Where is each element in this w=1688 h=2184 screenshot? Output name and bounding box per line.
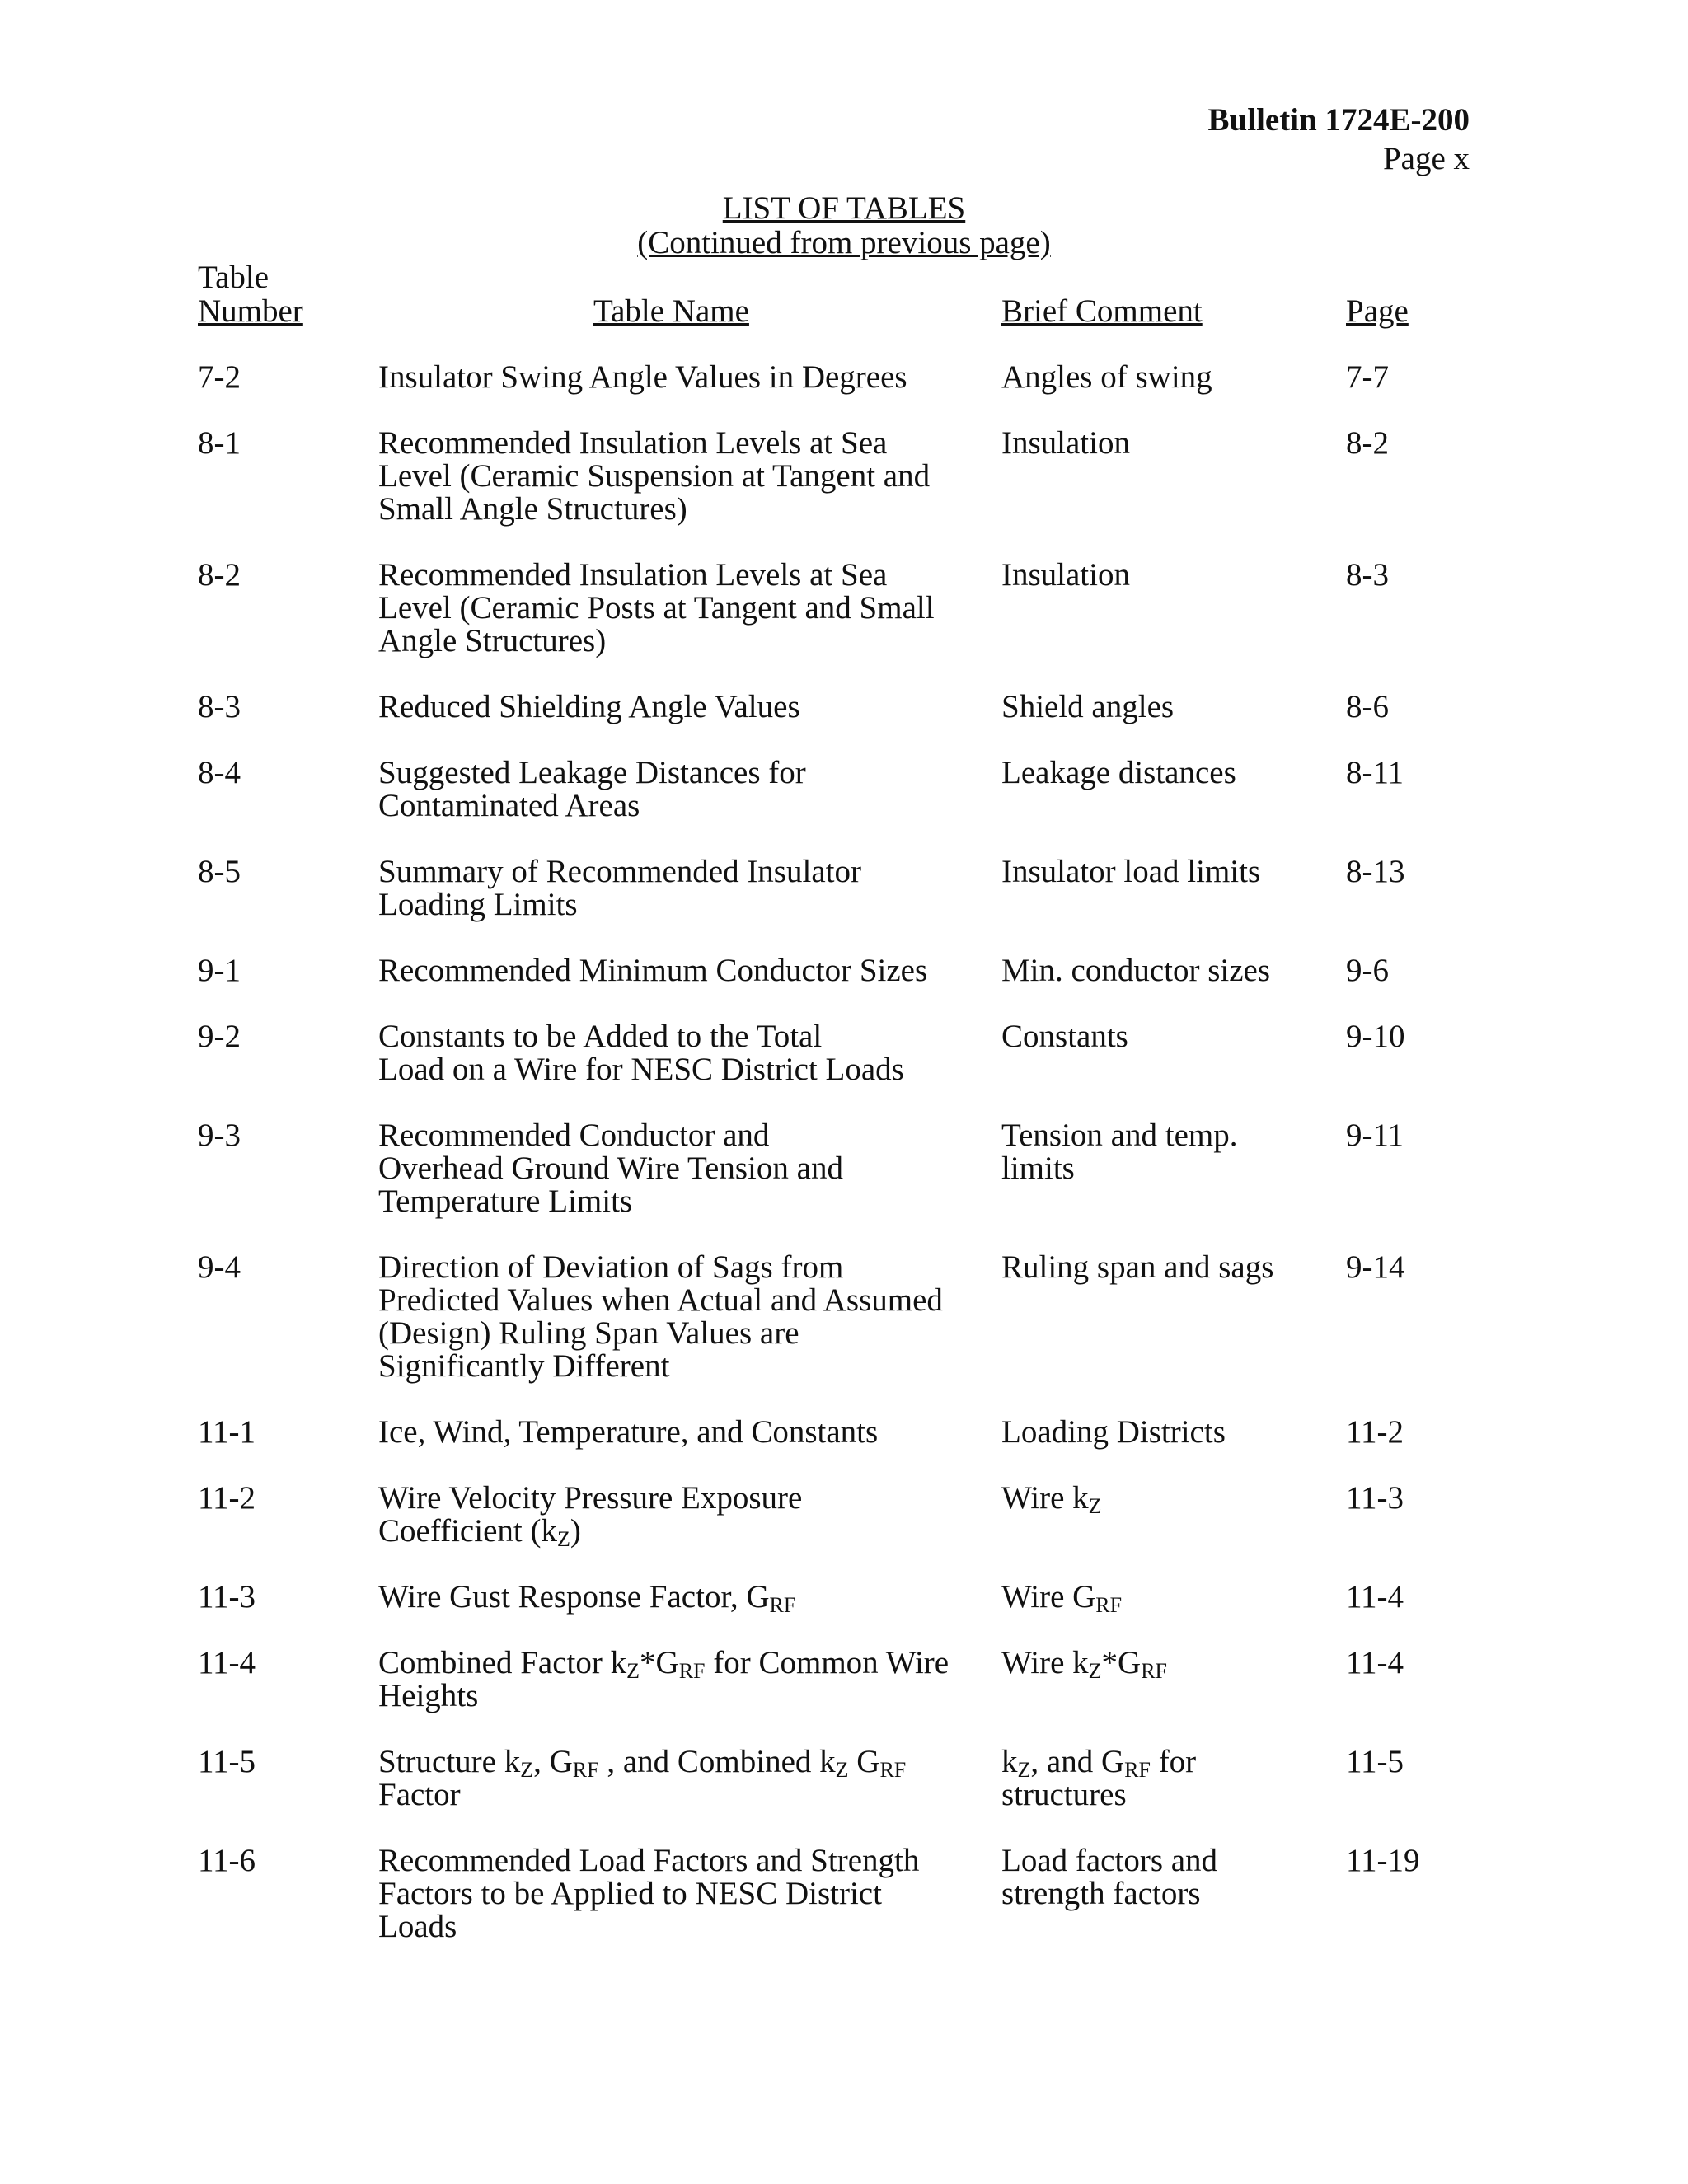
brief-comment: [1001, 427, 1315, 460]
table-name-line: Summary of Recommended Insulator: [378, 854, 861, 889]
brief-comment-line: Ruling span and sags: [1001, 1249, 1274, 1285]
brief-comment: [1001, 1119, 1315, 1185]
table-name-line: Recommended Conductor and: [378, 1118, 770, 1153]
bulletin-number: Bulletin 1724E-200: [1207, 102, 1470, 138]
table-number: 7-2: [198, 359, 241, 395]
brief-comment-line: limits: [1001, 1151, 1075, 1186]
table-number: 9-3: [198, 1118, 241, 1153]
brief-comment: [1001, 954, 1315, 987]
brief-comment: [1001, 361, 1315, 394]
table-list: [0, 361, 1688, 1976]
table-name-line: Insulator Swing Angle Values in Degrees: [378, 359, 907, 395]
table-name: [378, 1416, 972, 1449]
page-header: [1208, 101, 1470, 178]
table-name-line: Load on a Wire for NESC District Loads: [378, 1052, 904, 1087]
brief-comment: [1001, 1746, 1315, 1811]
table-row: [0, 1844, 1688, 1943]
table-row: [0, 1251, 1688, 1383]
table-number: 11-6: [198, 1843, 256, 1878]
table-row: [0, 1647, 1688, 1713]
table-name: [378, 1579, 972, 1617]
brief-comment: [1001, 1020, 1315, 1053]
table-name: [378, 1251, 972, 1383]
table-number: 11-5: [198, 1744, 256, 1779]
table-name: [378, 559, 972, 658]
brief-comment-line: structures: [1001, 1777, 1127, 1812]
table-name-line: Predicted Values when Actual and Assumed: [378, 1282, 943, 1318]
brief-comment-line: Loading Districts: [1001, 1414, 1226, 1450]
table-name-line: Suggested Leakage Distances for: [378, 755, 806, 790]
table-name-line: Level (Ceramic Suspension at Tangent and: [378, 458, 931, 494]
table-row: [0, 559, 1688, 658]
page-reference: 8-6: [1346, 689, 1389, 724]
brief-comment-line: Shield angles: [1001, 689, 1175, 724]
brief-comment-line: Load factors and: [1001, 1843, 1218, 1878]
page-reference: 11-4: [1346, 1579, 1404, 1615]
brief-comment-line: Tension and temp.: [1001, 1118, 1238, 1153]
table-name-line: Coefficient $(k_Z)$: [378, 1513, 581, 1551]
table-name-line: (Design) Ruling Span Values are: [378, 1315, 799, 1351]
brief-comment-line: Angles of swing: [1001, 359, 1212, 395]
table-name-line: Ice, Wind, Temperature, and Constants: [378, 1414, 879, 1450]
table-name-line: Reduced Shielding Angle Values: [378, 689, 800, 724]
list-title-main: LIST OF TABLES: [722, 190, 966, 226]
table-name-line: Angle Structures): [378, 623, 607, 658]
brief-comment-line: Wire $G_{RF}$: [1001, 1579, 1123, 1617]
brief-comment: [1001, 1416, 1315, 1449]
table-row: [0, 757, 1688, 823]
brief-comment: [1001, 1579, 1315, 1617]
brief-comment: [1001, 559, 1315, 592]
table-number: 11-3: [198, 1579, 256, 1615]
brief-comment-line: Wire $k_Z$: [1001, 1480, 1102, 1518]
brief-comment-line: Insulation: [1001, 425, 1130, 461]
table-row: [0, 855, 1688, 921]
brief-comment: [1001, 1645, 1315, 1683]
column-headers: [0, 260, 1688, 335]
table-row: [0, 1746, 1688, 1811]
table-name-line: Contaminated Areas: [378, 788, 640, 823]
table-name-line: Factor: [378, 1777, 461, 1812]
table-number: 8-1: [198, 425, 241, 461]
brief-comment-line: Insulator load limits: [1001, 854, 1261, 889]
page-reference: 8-13: [1346, 854, 1405, 889]
table-number: 8-2: [198, 557, 241, 593]
table-name-line: Wire Velocity Pressure Exposure: [378, 1480, 803, 1516]
brief-comment-line: Insulation: [1001, 557, 1130, 593]
table-row: [0, 361, 1688, 394]
table-name: [378, 1647, 972, 1713]
header-page: Page: [1346, 293, 1409, 329]
list-title-continued: (Continued from previous page): [637, 225, 1051, 260]
table-name-line: Loads: [378, 1909, 457, 1944]
list-title: [0, 191, 1688, 260]
table-name-line: Small Angle Structures): [378, 491, 687, 527]
table-row: [0, 427, 1688, 526]
table-number: 9-1: [198, 953, 241, 988]
header-table-name: Table Name: [593, 293, 749, 329]
page-reference: 7-7: [1346, 359, 1389, 395]
table-name-line: Constants to be Added to the Total: [378, 1019, 823, 1054]
brief-comment: [1001, 1844, 1315, 1910]
table-name-line: Recommended Insulation Levels at Sea: [378, 557, 888, 593]
page-reference: 8-11: [1346, 755, 1404, 790]
header-table-number-line1: Table: [198, 260, 270, 295]
table-name: [378, 855, 972, 921]
table-number: 8-5: [198, 854, 241, 889]
table-name-line: Loading Limits: [378, 887, 578, 922]
brief-comment-line: Leakage distances: [1001, 755, 1236, 790]
table-name-line: Significantly Different: [378, 1348, 670, 1384]
brief-comment: [1001, 855, 1315, 888]
table-number: 11-1: [198, 1414, 256, 1450]
table-row: [0, 1020, 1688, 1086]
table-name-line: Direction of Deviation of Sags from: [378, 1249, 844, 1285]
brief-comment-line: Wire $k_Z*G_{RF}$: [1001, 1645, 1168, 1683]
header-table-number: [198, 260, 303, 328]
header-table-number-line2: Number: [198, 293, 303, 329]
table-name-line: Combined Factor $k_Z*G_{RF}$ for Common Wire: [378, 1645, 950, 1683]
table-name: [378, 954, 972, 987]
table-number: 11-4: [198, 1645, 256, 1680]
table-name-line: Heights: [378, 1678, 479, 1713]
page-reference: 9-6: [1346, 953, 1389, 988]
brief-comment: [1001, 1251, 1315, 1284]
table-name-line: Level (Ceramic Posts at Tangent and Small: [378, 590, 935, 626]
table-name: [378, 1119, 972, 1218]
table-name: [378, 757, 972, 823]
table-name-line: Factors to be Applied to NESC District: [378, 1876, 882, 1911]
table-number: 9-2: [198, 1019, 241, 1054]
brief-comment-line: $k_Z$, and $G_{RF}$ for: [1001, 1744, 1197, 1782]
page-reference: 11-3: [1346, 1480, 1404, 1516]
table-name-line: Wire Gust Response Factor, $G_{RF}$: [378, 1579, 796, 1617]
brief-comment-line: Constants: [1001, 1019, 1128, 1054]
table-number: 9-4: [198, 1249, 241, 1285]
table-name-line: Temperature Limits: [378, 1183, 633, 1219]
table-name-line: Recommended Load Factors and Strength: [378, 1843, 920, 1878]
table-row: [0, 691, 1688, 724]
page-reference: 9-14: [1346, 1249, 1405, 1285]
table-row: [0, 1579, 1688, 1617]
brief-comment-line: Min. conductor sizes: [1001, 953, 1271, 988]
table-name-line: Recommended Minimum Conductor Sizes: [378, 953, 928, 988]
table-name-line: Structure $k_Z$, $G_{RF}$ , and Combined $k_Z$ $G_{RF}$: [378, 1744, 907, 1782]
table-name-line: Overhead Ground Wire Tension and: [378, 1151, 843, 1186]
table-name: [378, 691, 972, 724]
page-reference: 11-19: [1346, 1843, 1420, 1878]
brief-comment: [1001, 691, 1315, 724]
page-reference: 9-10: [1346, 1019, 1405, 1054]
table-number: 11-2: [198, 1480, 256, 1516]
table-row: [0, 1416, 1688, 1449]
table-name: [378, 1020, 972, 1086]
table-row: [0, 1119, 1688, 1218]
page-reference: 11-2: [1346, 1414, 1404, 1450]
table-name-line: Recommended Insulation Levels at Sea: [378, 425, 888, 461]
page-reference: 9-11: [1346, 1118, 1404, 1153]
page-number: Page x: [1382, 141, 1470, 176]
brief-comment-line: strength factors: [1001, 1876, 1201, 1911]
table-name: [378, 361, 972, 394]
table-row: [0, 1480, 1688, 1551]
table-name: [378, 427, 972, 526]
table-row: [0, 954, 1688, 987]
page-reference: 8-3: [1346, 557, 1389, 593]
page-reference: 11-5: [1346, 1744, 1404, 1779]
header-brief-comment: Brief Comment: [1001, 293, 1203, 329]
page-reference: 11-4: [1346, 1645, 1404, 1680]
brief-comment: [1001, 757, 1315, 790]
page-reference: 8-2: [1346, 425, 1389, 461]
table-number: 8-4: [198, 755, 241, 790]
table-name: [378, 1746, 972, 1811]
brief-comment: [1001, 1480, 1315, 1518]
table-number: 8-3: [198, 689, 241, 724]
table-name: [378, 1844, 972, 1943]
table-name: [378, 1480, 972, 1551]
